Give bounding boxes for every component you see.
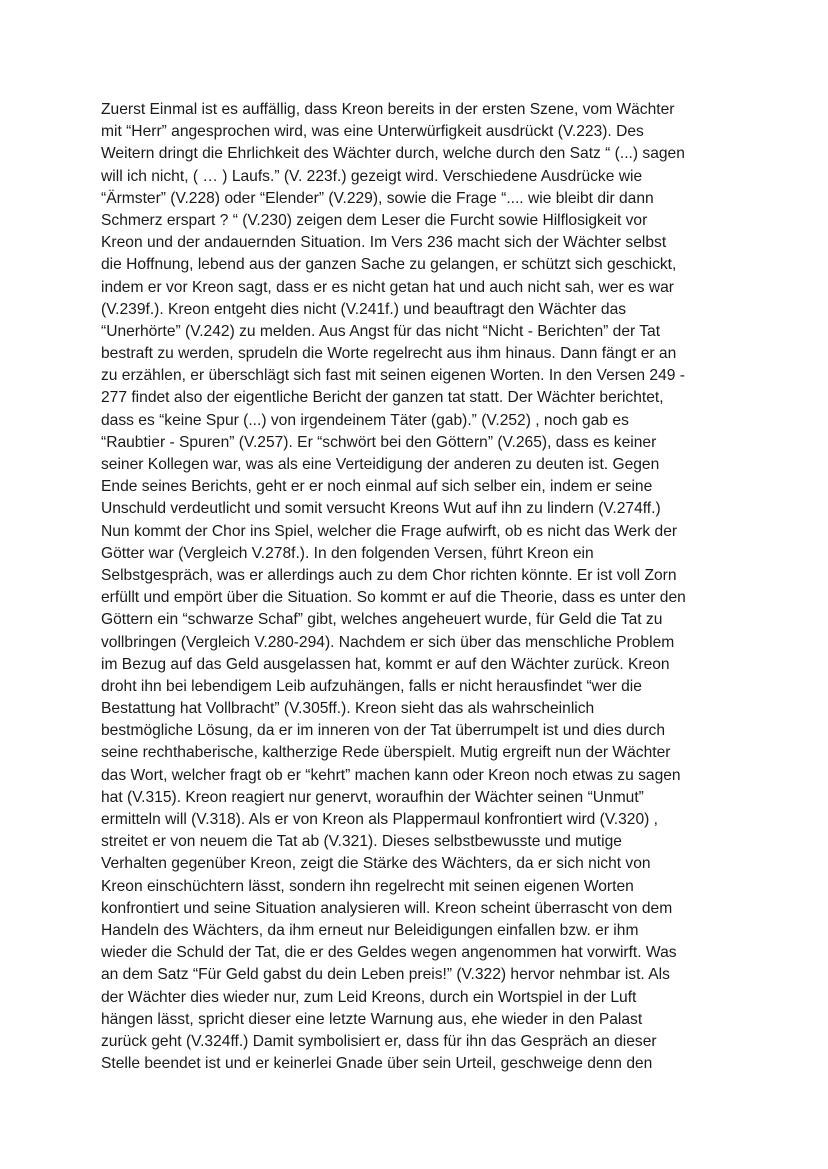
text-line: Selbstgespräch, was er allerdings auch zu dem Chor richten könnte. Er ist voll Zorn — [101, 566, 677, 584]
text-line: konfrontiert und seine Situation analysieren will. Kreon scheint überrascht von dem — [101, 899, 673, 917]
text-line: indem er vor Kreon sagt, dass er es nicht getan hat und auch nicht sah, wer es war — [101, 278, 674, 296]
text-line: Stelle beendet ist und er keinerlei Gnade über sein Urteil, geschweige denn den — [101, 1055, 653, 1073]
text-line: “Ärmster” (V.228) oder “Elender” (V.229), sowie die Frage “.... wie bleibt dir dann — [101, 189, 654, 207]
text-line: droht ihn bei lebendigem Leib aufzuhängen, falls er nicht herausfindet “wer die — [101, 677, 642, 695]
text-line: das Wort, welcher fragt ob er “kehrt” machen kann oder Kreon noch etwas zu sagen — [101, 766, 681, 784]
text-line: Weitern dringt die Ehrlichkeit des Wächter durch, welche durch den Satz “ (...) sagen — [101, 145, 685, 163]
text-line: “Unerhörte” (V.242) zu melden. Aus Angst für das nicht “Nicht - Berichten” der Tat — [101, 322, 661, 340]
text-line: Nun kommt der Chor ins Spiel, welcher die Frage aufwirft, ob es nicht das Werk der — [101, 522, 678, 540]
text-line: dass es “keine Spur (...) von irgendeinem Täter (gab).” (V.252) , noch gab es — [101, 411, 629, 429]
text-line: “Raubtier - Spuren” (V.257). Er “schwört bei den Göttern” (V.265), dass es keiner — [101, 433, 657, 451]
text-line: Kreon und der andauernden Situation. Im Vers 236 macht sich der Wächter selbst — [101, 234, 667, 252]
text-line: Unschuld verdeutlicht und somit versucht Kreons Wut auf ihn zu lindern (V.274ff.) — [101, 500, 661, 518]
text-line: Zuerst Einmal ist es auffällig, dass Kreon bereits in der ersten Szene, vom Wächter — [101, 101, 675, 118]
text-line: an dem Satz “Für Geld gabst du dein Leben preis!” (V.322) hervor nehmbar ist. Als — [101, 966, 670, 984]
text-line: Ende seines Berichts, geht er er noch einmal auf sich selber ein, indem er seine — [101, 478, 653, 496]
text-line: zu erzählen, er überschlägt sich fast mit seinen eigenen Worten. In den Versen 249 - — [101, 367, 685, 385]
text-line: erfüllt und empört über die Situation. So kommt er auf die Theorie, dass es unter den — [101, 589, 686, 607]
text-line: Kreon einschüchtern lässt, sondern ihn regelrecht mit seinen eigenen Worten — [101, 877, 634, 895]
text-line: die Hoffnung, lebend aus der ganzen Sache zu gelangen, er schützt sich geschickt, — [101, 256, 677, 274]
text-line: will ich nicht, ( … ) Laufs.” (V. 223f.) gezeigt wird. Verschiedene Ausdrücke wie — [101, 167, 643, 185]
text-line: mit “Herr” angesprochen wird, was eine Unterwürfigkeit ausdrückt (V.223). Des — [101, 123, 644, 141]
text-line: bestraft zu werden, sprudeln die Worte regelrecht aus ihm hinaus. Dann fängt er an — [101, 345, 677, 363]
text-line: der Wächter dies wieder nur, zum Leid Kreons, durch ein Wortspiel in der Luft — [101, 988, 637, 1006]
text-line: ermitteln will (V.318). Als er von Kreon als Plappermaul konfrontiert wird (V.320) , — [101, 811, 659, 828]
text-line: Handeln des Wächters, da ihm erneut nur Beleidigungen einfallen bzw. er ihm — [101, 921, 639, 939]
text-line: zurück geht (V.324ff.) Damit symbolisiert er, dass für ihn das Gespräch an dieser — [101, 1032, 657, 1050]
text-line: hängen lässt, spricht dieser eine letzte Warnung aus, ehe wieder in den Palast — [101, 1010, 643, 1028]
text-line: seine rechthaberische, kaltherzige Rede überspielt. Mutig ergreift nun der Wächter — [101, 744, 671, 762]
text-line: vollbringen (Vergleich V.280-294). Nachdem er sich über das menschliche Problem — [101, 633, 675, 651]
text-line: 277 findet also der eigentliche Bericht der ganzen tat statt. Der Wächter berichtet, — [101, 389, 664, 407]
text-line: Göttern ein “schwarze Schaf” gibt, welches angeheuert wurde, für Geld die Tat zu — [101, 611, 663, 629]
text-line: Schmerz erspart ? “ (V.230) zeigen dem Leser die Furcht sowie Hilflosigkeit vor — [101, 211, 648, 229]
text-line: Bestattung hat Vollbracht” (V.305ff.). Kreon sieht das als wahrscheinlich — [101, 700, 595, 718]
text-line: hat (V.315). Kreon reagiert nur genervt, woraufhin der Wächter seinen “Unmut” — [101, 788, 644, 806]
text-line: Verhalten gegenüber Kreon, zeigt die Stärke des Wächters, da er sich nicht von — [101, 855, 651, 873]
text-line: wieder die Schuld der Tat, die er des Geldes wegen angenommen hat vorwirft. Was — [101, 944, 677, 962]
text-line: (V.239f.). Kreon entgeht dies nicht (V.241f.) und beauftragt den Wächter das — [101, 300, 627, 318]
text-line: streitet er von neuem die Tat ab (V.321). Dieses selbstbewusste und mutige — [101, 833, 622, 851]
text-line: Götter war (Vergleich V.278f.). In den folgenden Versen, führt Kreon ein — [101, 544, 594, 562]
body-text — [101, 99, 741, 1075]
text-line: seiner Kollegen war, was als eine Verteidigung der anderen zu deuten ist. Gegen — [101, 456, 660, 473]
text-line: im Bezug auf das Geld ausgelassen hat, kommt er auf den Wächter zurück. Kreon — [101, 655, 670, 673]
text-line: bestmögliche Lösung, da er im inneren von der Tat überrumpelt ist und dies durch — [101, 722, 666, 740]
